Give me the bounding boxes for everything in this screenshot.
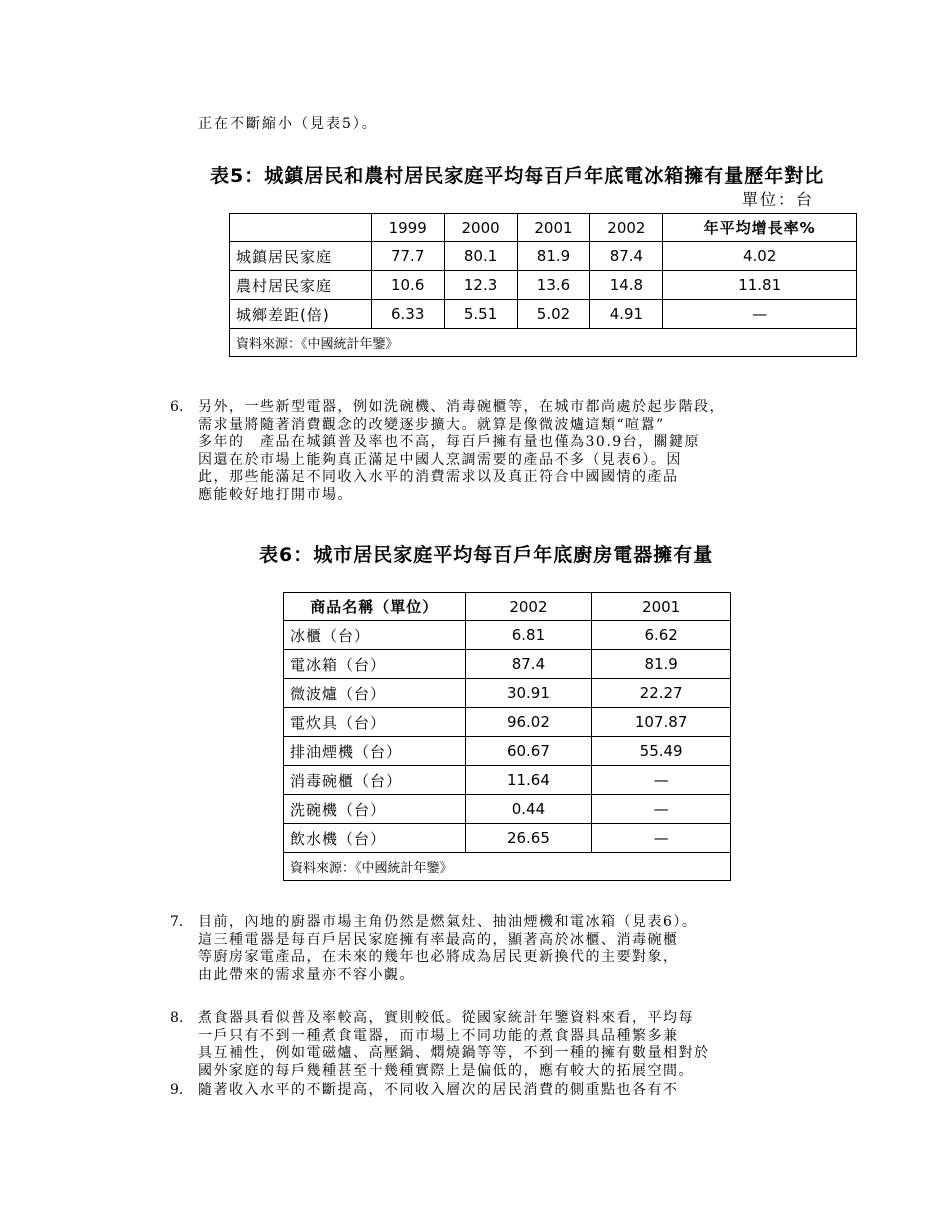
table-cell: — [592,795,731,824]
table6-caption: 表6：城市居民家庭平均每百戶年底廚房電器擁有量 [259,544,714,566]
table-cell: 5.02 [517,300,590,329]
paragraph-line: 另外，一些新型電器，例如洗碗機、消毒碗櫃等，在城市都尚處於起步階段， [198,399,725,415]
row-label: 城鄉差距(倍) [230,300,372,329]
row-label: 冰櫃（台） [284,621,466,650]
table-cell: 14.8 [590,271,663,300]
paragraph-7 [170,914,830,986]
table-cell: 87.4 [590,242,663,271]
table-cell: 77.7 [371,242,444,271]
table-cell: 80.1 [444,242,517,271]
row-label: 消毒碗櫃（台） [284,766,466,795]
table-row [284,766,731,795]
table-cell: 6.62 [592,621,731,650]
table-cell: — [592,824,731,853]
table-row [284,795,731,824]
row-label: 電炊具（台） [284,708,466,737]
table-cell: 87.4 [465,650,592,679]
intro-line: 正在不斷縮小（見表5）。 [198,116,378,132]
row-label: 城鎮居民家庭 [230,242,372,271]
table5-unit: 單位：台 [742,190,815,209]
table-cell: 55.49 [592,737,731,766]
paragraph-text [198,1082,679,1100]
table5-header-cell: 年平均增長率% [663,214,857,242]
paragraph-line: 一戶只有不到一種煮食電器，而市場上不同功能的煮食器具品種繁多兼 [198,1027,679,1044]
paragraph-number: 8. [170,1010,184,1026]
table5-header-cell: 2002 [590,214,663,242]
paragraph-line: 由此帶來的需求量亦不容小覷。 [198,966,415,983]
table-cell: — [592,766,731,795]
paragraph-line: 隨著收入水平的不斷提高，不同收入層次的居民消費的側重點也各有不 [198,1082,679,1098]
table5-header-cell: 1999 [371,214,444,242]
table-row [284,708,731,737]
paragraph-line: 具互補性，例如電磁爐、高壓鍋、燜燒鍋等等，不到一種的擁有數量相對於 [198,1045,710,1061]
row-label: 微波爐（台） [284,679,466,708]
row-label: 洗碗機（台） [284,795,466,824]
table-row [230,242,857,271]
table-cell: 96.02 [465,708,592,737]
table-cell: 11.81 [663,271,857,300]
table5-source-row [230,329,857,357]
table-cell: 0.44 [465,795,592,824]
table-row [284,679,731,708]
table-row [284,824,731,853]
table-row [230,271,857,300]
paragraph-8 [170,1010,830,1082]
table-row [230,300,857,329]
table-cell: 60.67 [465,737,592,766]
paragraph-line: 因還在於市場上能夠真正滿足中國人烹調需要的產品不多（見表6）。因 [198,451,682,468]
table-cell: 4.91 [590,300,663,329]
table-cell: 26.65 [465,824,592,853]
table-cell: — [663,300,857,329]
table-cell: 22.27 [592,679,731,708]
table6-header-cell: 2001 [592,593,731,621]
table5-header-cell: 2000 [444,214,517,242]
table-cell: 6.81 [465,621,592,650]
paragraph-line: 需求量將隨著消費觀念的改變逐步擴大。就算是像微波爐這類“喧囂” [198,416,665,433]
table-cell: 4.02 [663,242,857,271]
paragraph-number: 9. [170,1082,184,1098]
table6-source-row [284,853,731,881]
table5-source: 資料來源：《中國統計年鑒》 [230,329,857,357]
paragraph-line: 國外家庭的每戶幾種甚至十幾種實際上是偏低的，應有較大的拓展空間。 [198,1062,694,1079]
table-cell: 30.91 [465,679,592,708]
row-label: 電冰箱（台） [284,650,466,679]
paragraph-9 [170,1082,830,1102]
table-cell: 12.3 [444,271,517,300]
table-row [284,737,731,766]
table5-header-cell [230,214,372,242]
table-cell: 81.9 [517,242,590,271]
paragraph-text [198,914,697,984]
table5-header-row [230,214,857,242]
table5 [229,213,857,357]
row-label: 排油煙機（台） [284,737,466,766]
row-label: 農村居民家庭 [230,271,372,300]
table5-header-cell: 2001 [517,214,590,242]
table6 [283,592,731,881]
table6-header-cell: 2002 [465,593,592,621]
paragraph-text [198,1010,710,1080]
table-row [284,650,731,679]
table5-caption: 表5：城鎮居民和農村居民家庭平均每百戶年底電冰箱擁有量歷年對比 [210,165,825,187]
table-cell: 10.6 [371,271,444,300]
paragraph-6 [170,399,830,509]
table-row [284,621,731,650]
table6-source: 資料來源：《中國統計年鑒》 [284,853,731,881]
row-label: 飲水機（台） [284,824,466,853]
paragraph-line: 應能較好地打開市場。 [198,486,353,503]
paragraph-text [198,399,725,504]
table6-header-row [284,593,731,621]
paragraph-line: 等廚房家電產品，在未來的幾年也必將成為居民更新換代的主要對象， [198,949,679,965]
paragraph-line: 此，那些能滿足不同收入水平的消費需求以及真正符合中國國情的產品 [198,469,679,485]
table-cell: 107.87 [592,708,731,737]
table-cell: 81.9 [592,650,731,679]
paragraph-line: 這三種電器是每百戶居民家庭擁有率最高的，顯著高於冰櫃、消毒碗櫃 [198,931,679,948]
table-cell: 13.6 [517,271,590,300]
paragraph-line: 煮食器具看似普及率較高，實則較低。從國家統計年鑒資料來看，平均每 [198,1010,694,1026]
table-cell: 11.64 [465,766,592,795]
table6-header-cell: 商品名稱（單位） [284,593,466,621]
table-cell: 6.33 [371,300,444,329]
paragraph-number: 6. [170,399,184,415]
paragraph-line: 目前，內地的廚器市場主角仍然是燃氣灶、抽油煙機和電冰箱（見表6）。 [198,914,698,930]
paragraph-number: 7. [170,914,184,930]
paragraph-line: 多年的 產品在城鎮普及率也不高，每百戶擁有量也僅為30.9台，關鍵原 [198,434,701,450]
table-cell: 5.51 [444,300,517,329]
